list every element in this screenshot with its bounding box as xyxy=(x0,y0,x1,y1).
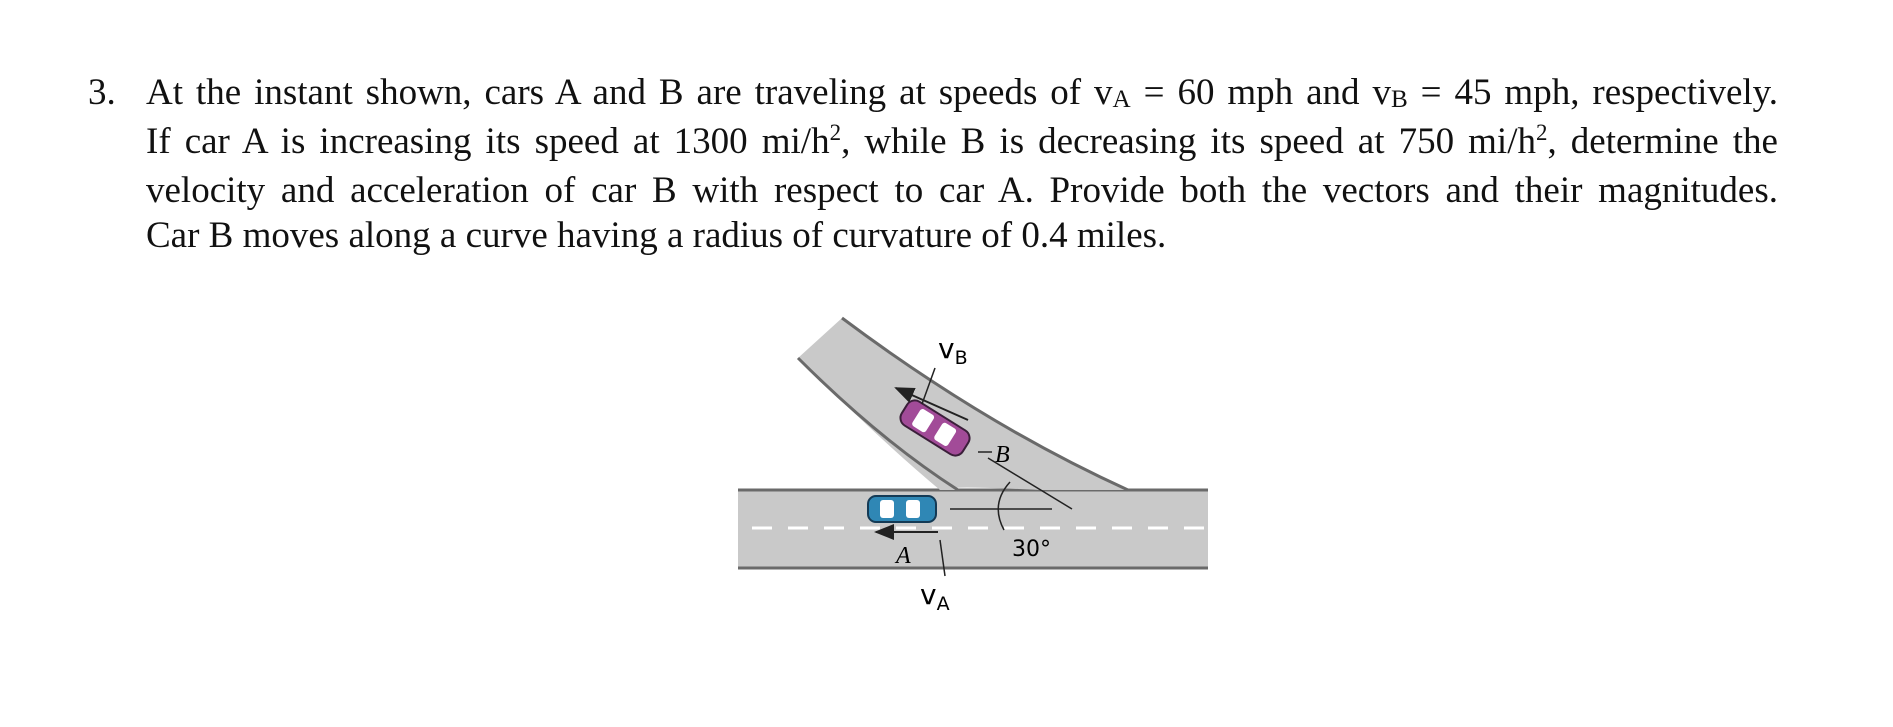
label-car-a: A xyxy=(896,543,911,569)
label-car-b: B xyxy=(995,442,1010,468)
problem-line-1: At the instant shown, cars A and B are traveling at speeds of vA = 60 mph and vB = 45 mph, respectively. xyxy=(146,72,1778,114)
car-a xyxy=(868,496,936,522)
problem-number: 3. xyxy=(88,72,116,113)
problem-line-3: velocity and acceleration of car B with respect to car A. Provide both the vectors and their magnitudes. xyxy=(146,170,1778,211)
problem-line-4: Car B moves along a curve having a radius of curvature of 0.4 miles. xyxy=(146,215,1167,256)
angle-label: 30° xyxy=(1012,537,1051,562)
label-va: $v_A$ xyxy=(920,578,950,615)
straight-road xyxy=(738,490,1208,568)
label-vb: $v_B$ xyxy=(938,332,968,369)
problem-line-2: If car A is increasing its speed at 1300 $mi/h^2$, while B is decreasing its speed at 750 $mi/h^2$, determine the xyxy=(146,120,1778,162)
curved-road xyxy=(798,318,1128,490)
